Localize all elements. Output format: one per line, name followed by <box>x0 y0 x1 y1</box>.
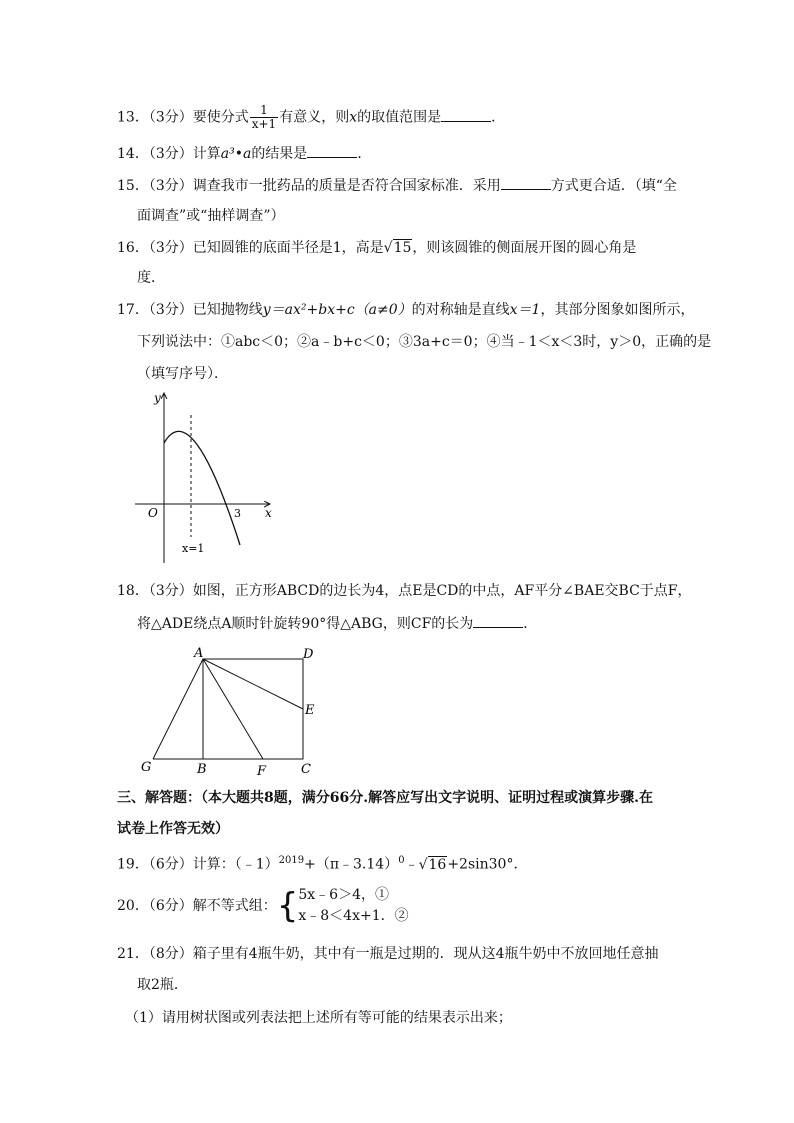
question-16-line2: 度． <box>137 270 165 286</box>
sqrt-symbol: √16 <box>418 856 447 873</box>
answer-blank <box>441 107 491 122</box>
label-g: G <box>141 760 152 775</box>
question-19: 19．（6分）计算：（﹣1）$^{2019}$+（π﹣3.14）$^0$﹣√16+2sin30°． <box>117 855 528 873</box>
parabola-curve <box>164 431 240 545</box>
answer-blank <box>473 613 523 628</box>
question-20: 20．（6分）解不等式组：{ 5x﹣6＞4，① x﹣8＜4x+1．② <box>117 886 409 926</box>
question-15-line2: 面调查”或“抽样调查”） <box>137 208 285 224</box>
y-label: y <box>154 391 161 405</box>
label-d: D <box>303 647 314 662</box>
label-c: C <box>301 762 311 777</box>
question-14: 14．（3分）计算a³•a的结果是 ． <box>117 143 371 164</box>
label-b: B <box>197 762 207 777</box>
question-17: 17．（3分）已知抛物线y＝ax²+bx+c（a≠0）的对称轴是直线x＝1，其部分图象如图所示， <box>117 302 695 318</box>
square-abcd <box>203 659 303 759</box>
question-17-line3: （填写序号）． <box>137 366 228 382</box>
label-a: A <box>194 646 204 661</box>
question-15: 15．（3分）调查我市一批药品的质量是否符合国家标准．采用 方式更合适．（填“全 <box>117 175 677 196</box>
question-21-line2: 取2瓶． <box>137 977 188 993</box>
question-13: 13．（3分）要使分式 $\frac{1}{x+1}$ 有意义，则x的取值范围是 ． <box>117 103 506 131</box>
section-title-line2: 试卷上作答无效） <box>117 821 229 837</box>
question-16: 16．（3分）已知圆锥的底面半径是1，高是√15，则该圆锥的侧面展开图的圆心角是 <box>117 240 637 256</box>
x-tick-3: 3 <box>234 507 241 520</box>
origin-label: O <box>148 506 158 520</box>
parabola-graph <box>130 385 280 570</box>
symmetry-axis-label: x=1 <box>182 542 205 555</box>
answer-blank <box>307 143 357 158</box>
inequality-system: 5x﹣6＞4，① x﹣8＜4x+1．② <box>298 887 409 924</box>
section-title: 三、解答题：（本大题共8题，满分66分.解答应写出文字说明、证明过程或演算步骤.在 <box>117 790 653 806</box>
segment-ag <box>153 659 203 759</box>
x-label: x <box>265 506 272 520</box>
label-f: F <box>257 764 267 779</box>
question-21: 21．（8分）箱子里有4瓶牛奶，其中有一瓶是过期的．现从这4瓶牛奶中不放回地任意抽 <box>117 946 659 962</box>
sqrt-symbol: √15 <box>383 240 412 256</box>
fraction: $\frac{1}{x+1}$ <box>251 103 277 131</box>
question-21-sub1: （1）请用树状图或列表法把上述所有等可能的结果表示出来； <box>125 1010 512 1026</box>
question-17-line2: 下列说法中：①abc＜0；②a﹣b+c＜0；③3a+c＝0；④当﹣1＜x＜3时，y＞0，正确的是 <box>137 334 712 350</box>
question-18: 18．（3分）如图，正方形ABCD的边长为4，点E是CD的中点，AF平分∠BAE交BC于点F， <box>117 583 692 599</box>
answer-blank <box>501 175 551 190</box>
label-e: E <box>305 703 315 718</box>
square-figure <box>135 640 325 780</box>
brace: { <box>276 886 299 926</box>
question-18-line2: 将△ADE绕点A顺时针旋转90°得△ABG，则CF的长为 ． <box>137 613 537 634</box>
